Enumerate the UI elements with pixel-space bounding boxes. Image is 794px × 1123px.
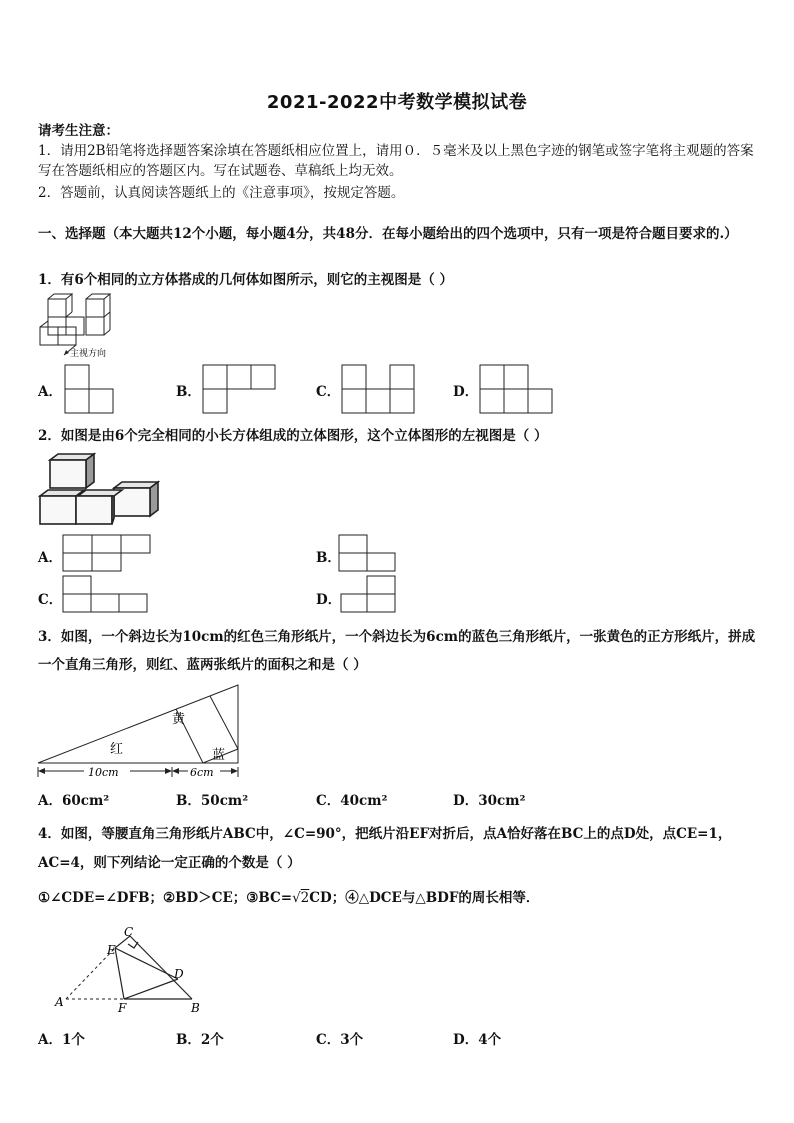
notice-item-1: 1．请用2B铅笔将选择题答案涂填在答题纸相应位置上，请用０．５毫米及以上黑色字迹的钢笔或签字笔将主观题的答案写在答题纸相应的答题区内。写在试题卷、草稿纸上均无效。 (38, 143, 754, 179)
q1-option-d-figure (479, 364, 553, 414)
q4-option-b[interactable]: B．2个 (176, 1032, 224, 1048)
q4-stem: 4．如图，等腰直角三角形纸片ABC中，∠C=90°，把纸片沿EF对折后，点A恰好落在BC上的点D处，点CE=1，AC=4，则下列结论一定正确的个数是（ ） (38, 826, 732, 871)
q3-stem: 3．如图，一个斜边长为10cm的红色三角形纸片，一个斜边长为6cm的蓝色三角形纸片，一张黄色的正方形纸片，拼成一个直角三角形，则红、蓝两张纸片的面积之和是（ ） (38, 629, 756, 673)
q3-len1-label: 10cm (88, 766, 119, 779)
q2-option-c-figure (62, 575, 148, 613)
q4-option-a[interactable]: A．1个 (38, 1032, 85, 1048)
page-title: 2021-2022中考数学模拟试卷 (266, 92, 528, 113)
sqrt-sign: √ (292, 890, 301, 906)
q2-stem: 2．如图是由6个完全相同的小长方体组成的立体图形，这个立体图形的左视图是（ ） (38, 428, 548, 444)
point-c-label: C (124, 925, 134, 939)
q2-option-b-figure (338, 534, 396, 572)
q3-option-a[interactable]: A．60cm² (38, 793, 110, 809)
section-heading: 一、选择题（本大题共12个小题，每小题4分，共48分．在每小题给出的四个选项中，只有一项是符合题目要求的.） (38, 226, 738, 242)
q2-option-a[interactable]: A． (38, 550, 62, 566)
q3-triangle-figure (36, 683, 242, 779)
q3-option-d[interactable]: D．30cm² (453, 793, 526, 809)
q4-conclusions (38, 888, 539, 908)
point-f-label: F (118, 1001, 127, 1015)
q3-yellow-label: 黄 (172, 712, 186, 727)
notice-item-2: 2．答题前，认真阅读答题纸上的《注意事项》，按规定答题。 (38, 185, 405, 201)
q2-option-d-figure (340, 575, 396, 613)
q4-triangle-figure (52, 924, 204, 1016)
q1-stem: 1．有6个相同的立方体搭成的几何体如图所示，则它的主视图是（ ） (38, 272, 453, 288)
q2-option-b[interactable]: B． (316, 550, 341, 566)
q1-figure-label: 主视方向 (70, 349, 107, 359)
notice-heading: 请考生注意： (38, 123, 119, 139)
q2-option-c[interactable]: C． (38, 592, 63, 608)
q1-option-a[interactable]: A． (38, 384, 62, 400)
q2-option-a-figure (62, 534, 152, 572)
q3-option-c[interactable]: C．40cm² (316, 793, 388, 809)
point-a-label: A (55, 995, 64, 1009)
q3-blue-label: 蓝 (212, 748, 226, 763)
q4-conclusions-part2: CD；④△DCE与△BDF的周长相等． (309, 890, 540, 906)
q4-conclusions-part1: ①∠CDE=∠DFB；②BD＞CE；③BC= (38, 890, 293, 906)
q4-option-d[interactable]: D．4个 (453, 1032, 502, 1048)
q3-red-label: 红 (110, 742, 124, 757)
q1-option-c-figure (341, 364, 415, 414)
point-b-label: B (191, 1001, 200, 1015)
q3-option-b[interactable]: B．50cm² (176, 793, 249, 809)
point-d-label: D (174, 967, 184, 981)
q3-len2-label: 6cm (190, 766, 214, 779)
q4-option-c[interactable]: C．3个 (316, 1032, 364, 1048)
q1-cube-figure (38, 293, 128, 361)
q2-block-figure (38, 452, 164, 528)
q1-option-c[interactable]: C． (316, 384, 341, 400)
point-e-label: E (107, 943, 116, 957)
q2-option-d[interactable]: D． (316, 592, 342, 608)
q1-option-b[interactable]: B． (176, 384, 201, 400)
q1-option-a-figure (64, 364, 114, 414)
q4-sqrt-number: 2 (300, 890, 310, 906)
q1-option-b-figure (202, 364, 276, 414)
q1-option-d[interactable]: D． (453, 384, 479, 400)
